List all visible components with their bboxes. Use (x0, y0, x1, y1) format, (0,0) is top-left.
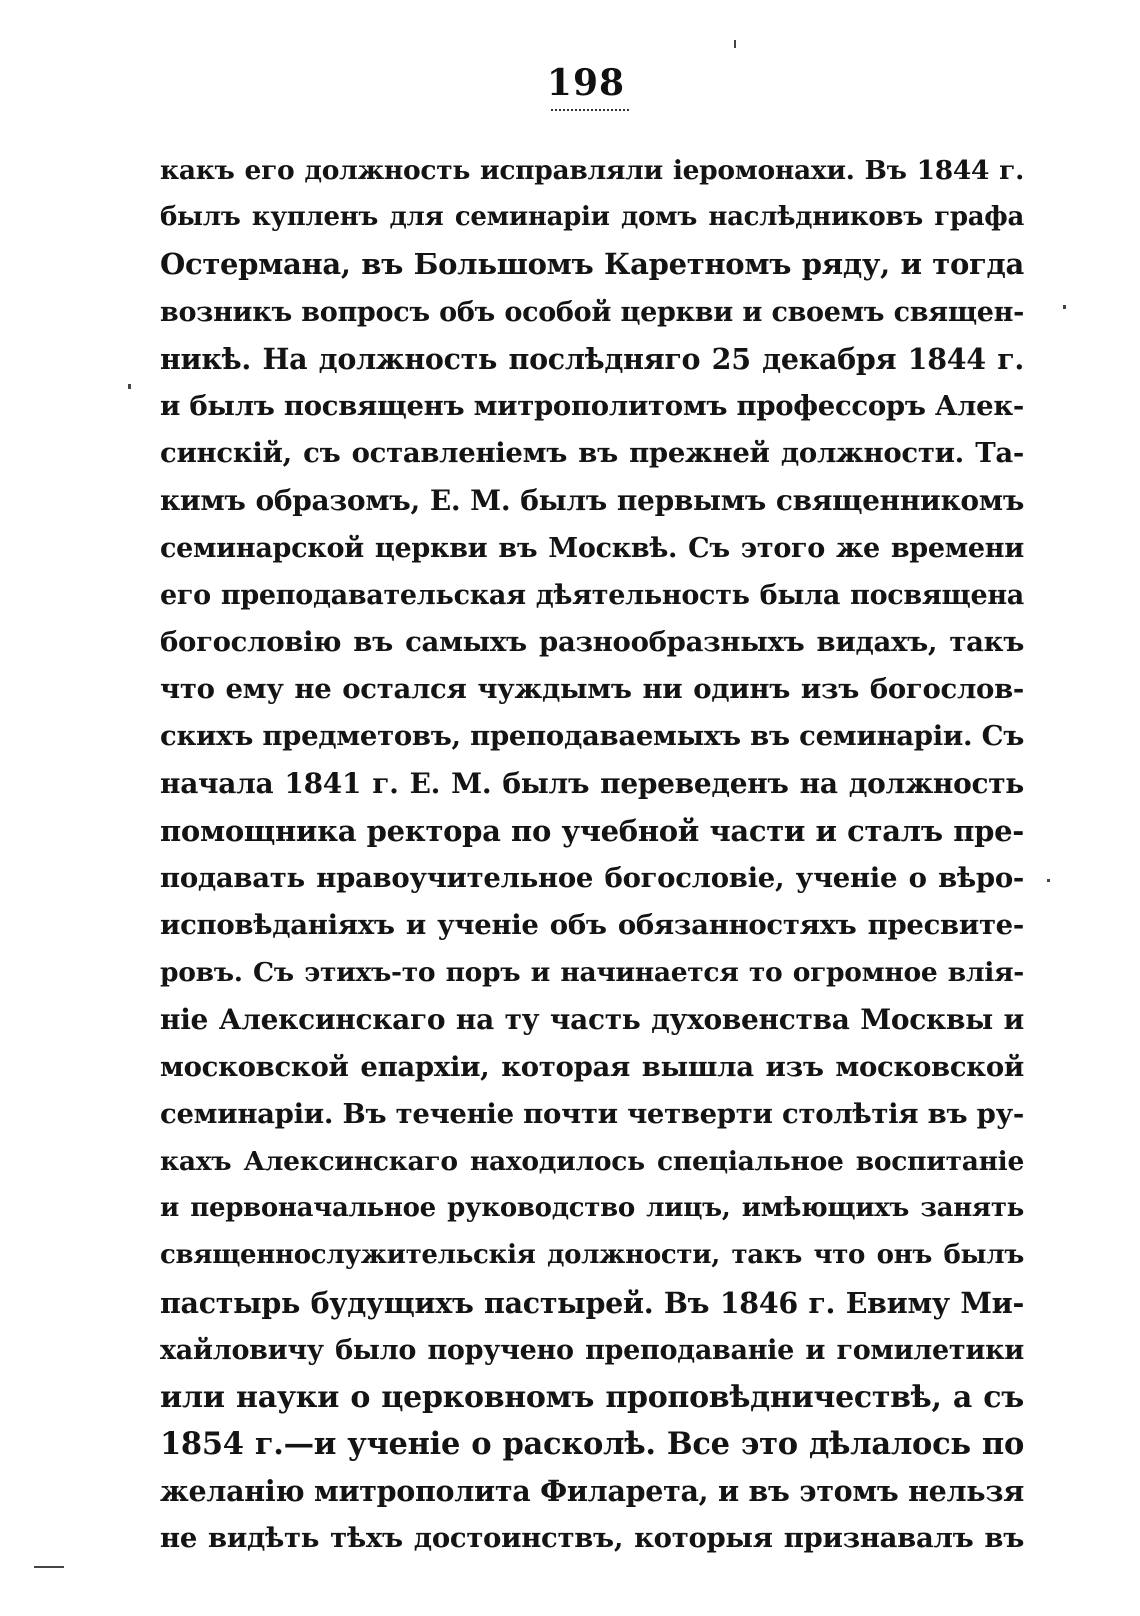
text-line: или науки о церковномъ проповѣдничествѣ, а съ (160, 1379, 1024, 1415)
text-line: семинаріи. Въ теченіе почти четверти столѣтія въ ру- (160, 1097, 1024, 1130)
text-line: начала 1841 г. Е. М. былъ переведенъ на должность (160, 767, 1024, 801)
text-line: какъ его должность исправляли іеромонахи. Въ 1844 г. (160, 155, 1024, 186)
text-line: кахъ Алексинскаго находилось спеціальное воспитаніе (160, 1145, 1024, 1177)
text-line: исповѣданіяхъ и ученіе объ обязанностяхъ пресвите- (160, 909, 1024, 941)
ink-speck (1063, 305, 1066, 309)
text-line: Остермана, въ Большомъ Каретномъ ряду, и тогда (160, 247, 1024, 282)
text-line: и первоначальное руководство лицъ, имѣющихъ занять (160, 1193, 1024, 1224)
text-line: священнослужительскія должности, такъ что онъ былъ (160, 1240, 1024, 1271)
text-line: желанію митрополита Филарета, и въ этомъ нельзя (160, 1474, 1024, 1509)
margin-dash (34, 1566, 64, 1568)
text-line: кимъ образомъ, Е. М. былъ первымъ священникомъ (160, 484, 1024, 518)
text-line: что ему не остался чуждымъ ни одинъ изъ богослов- (160, 673, 1024, 706)
text-line: и былъ посвященъ митрополитомъ профессоръ Алек- (160, 389, 1024, 422)
body-text (160, 147, 1024, 1563)
text-line: богословію въ самыхъ разнообразныхъ видахъ, такъ (160, 625, 1024, 658)
text-line: ровъ. Съ этихъ-то поръ и начинается то огромное влія- (160, 957, 1024, 989)
ink-speck (1047, 879, 1050, 882)
text-line: подавать нравоучительное богословіе, ученіе о вѣро- (160, 861, 1024, 894)
text-line: возникъ вопросъ объ особой церкви и своемъ священ- (160, 296, 1024, 328)
text-line: ніе Алексинскаго на ту часть духовенства Москвы и (160, 1003, 1024, 1037)
text-line: помощника ректора по учебной части и сталъ пре- (160, 813, 1024, 848)
text-line: синскій, съ оставленіемъ въ прежней должности. Та- (160, 437, 1024, 470)
text-line: былъ купленъ для семинаріи домъ наслѣдниковъ графа (160, 202, 1024, 233)
ink-speck (734, 40, 736, 48)
text-line: никѣ. На должность послѣдняго 25 декабря 1844 г. (160, 341, 1024, 376)
text-line: 1854 г.—и ученіе о расколѣ. Все это дѣлалось по (160, 1426, 1024, 1463)
text-line: его преподавательская дѣятельность была посвящена (160, 579, 1024, 611)
ink-speck (128, 384, 131, 389)
text-line: скихъ предметовъ, преподаваемыхъ въ семинаріи. Съ (160, 720, 1024, 753)
text-line: не видѣть тѣхъ достоинствъ, которыя признавалъ въ (160, 1522, 1024, 1555)
text-line: хайловичу было поручено преподаваніе и гомилетики (160, 1334, 1024, 1366)
page-number: 198 (546, 62, 626, 104)
text-line: семинарской церкви въ Москвѣ. Съ этого же времени (160, 532, 1024, 564)
text-line: пастырь будущихъ пастырей. Въ 1846 г. Евиму Ми- (160, 1285, 1024, 1320)
page-number-rule (551, 109, 629, 111)
text-line: московской епархіи, которая вышла изъ московской (160, 1050, 1024, 1083)
